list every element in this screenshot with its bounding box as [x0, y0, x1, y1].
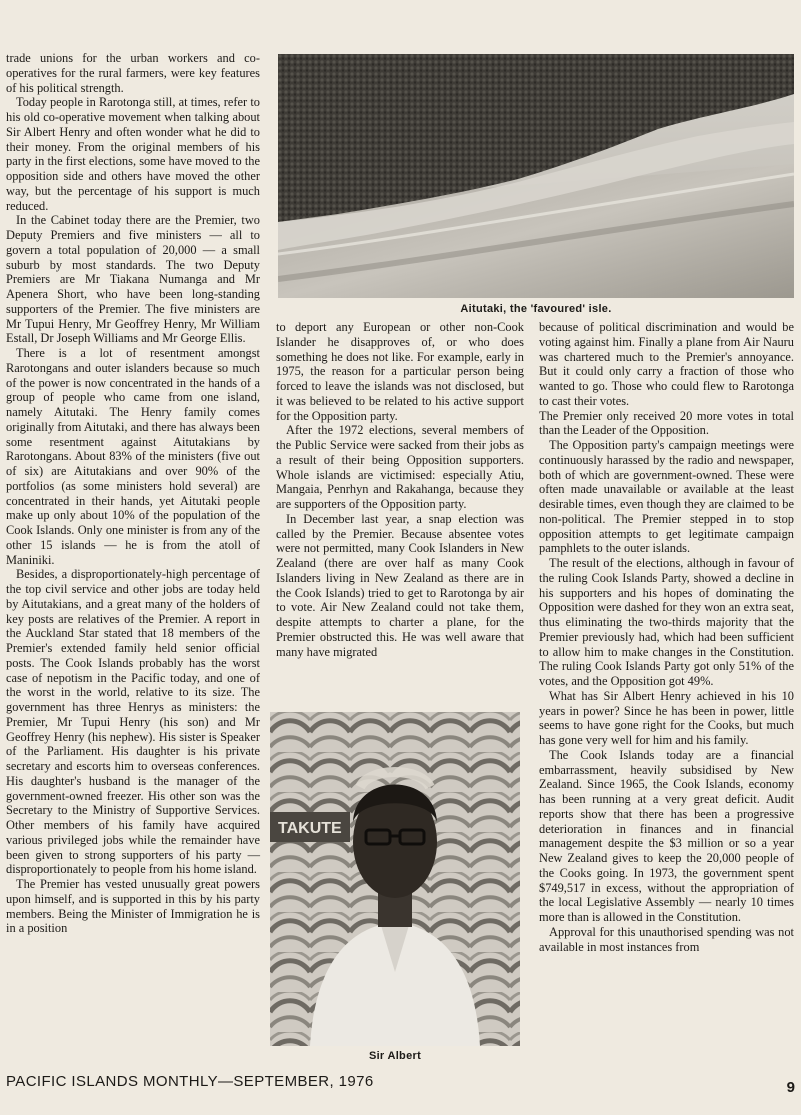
paragraph: because of political discrimination and would be voting against him. Finally a plane from Air Nauru was chartered much to the Premier's annoyance. But it could only carry a fraction of those who wanted to go. Those who could flew to Rarotonga to cast their votes.	[539, 320, 794, 408]
paragraph: In the Cabinet today there are the Premier, two Deputy Premiers and five ministers — all to govern a total population of 20,000 — a small suburb by most standards. The two Deputy Premiers are Mr Tiakana Numanga and Mr Apenera Short, who have been long-standing supporters of the Premier. The five ministers are Mr Tupui Henry, Mr Geoffrey Henry, Mr William Estall, Dr Joseph Williams and Mr George Ellis.	[6, 213, 260, 346]
paragraph: There is a lot of resentment amongst Rarotongans and outer islanders because so much of the power is now concentrated in the hands of a group of people who came from one island, namely Aitutaki. The Henry family comes originally from Aitutaki, and there has always been some resentment against Aitutakians by Rarotongans. About 83% of the ministers (five out of six) are Aitutakians and over 90% of the portfolios (as some ministers hold several) are concentrated in their hands, yet Aitutaki people make up only about 10% of the population of the Cook Islands. Only one minister is from any of the other 15 islands — he is from the atoll of Maniniki.	[6, 346, 260, 567]
paragraph: to deport any European or other non-Cook Islander he disapproves of, or who does something he does not like. For example, early in 1975, the reason for a particular person being forced to leave the islands was not disclosed, but it was believed to be related to his active support for the Opposition party.	[276, 320, 524, 423]
aerial-photo-aitutaki	[278, 54, 794, 298]
paragraph: The Cook Islands today are a financial embarrassment, heavily subsidised by New Zealand. Since 1965, the Cook Islands, economy has been running at a very great deficit. Audit reports show that there has been a progressive deterioration in finances and in financial management despite the $3 million or so a year New Zealand gives to keep the 20,000 people of the Cooks going. In 1973, the government spent $749,517 in excess, without the appropriation of the local Legislative Assembly — nearly 10 times more than is allowed in the Constitution.	[539, 747, 794, 924]
paragraph: trade unions for the urban workers and co-operatives for the rural farmers, were key features of his political strength.	[6, 51, 260, 95]
article-column-1	[6, 51, 260, 936]
article-column-3	[539, 320, 794, 954]
page-number: 9	[786, 1079, 795, 1096]
photo-caption-aerial: Aitutaki, the 'favoured' isle.	[460, 303, 612, 315]
photo-caption-portrait: Sir Albert	[368, 1050, 422, 1062]
paragraph: The Premier has vested unusually great powers upon himself, and is supported in this by his party members. Being the Minister of Immigration he is in a position	[6, 877, 260, 936]
portrait-photo-image	[270, 712, 520, 1046]
paragraph: Besides, a disproportionately-high percentage of the top civil service and other jobs are today held by Aitutakians, and a great many of the holders of key posts are relatives of the Premier. A report in the Auckland Star stated that 18 members of the Premier's extended family held senior official posts. The Cook Islands probably has the worst case of nepotism in the Pacific today, and one of the worst in the world, relative to its size. The government has three Henrys as ministers: the Premier, Mr Tupui Henry (his son) and Mr Geoffrey Henry (his nephew). His sister is Speaker of the Parliament. His daughter is his private secretary and escorts him to overseas conferences. His daughter's husband is the manager of the government-owned freezer. His other son was the Secretary to the Ministry of Supportive Services. Other members of his family have acquired various privileged jobs while the remainder have been given to strong supporters of his party — disproportionately to people from his home island.	[6, 567, 260, 877]
portrait-sign-text: TAKUTE	[278, 820, 342, 837]
portrait-photo-sir-albert	[270, 712, 520, 1046]
aerial-photo-image	[278, 54, 794, 298]
paragraph: Today people in Rarotonga still, at times, refer to his old co-operative movement when talking about Sir Albert Henry and often wonder what he did to their money. From the original members of his party in the first elections, some have moved to the opposition side and others have moved the other way, but the percentage of his support is much reduced.	[6, 95, 260, 213]
paragraph: The Opposition party's campaign meetings were continuously harassed by the radio and newspaper, both of which are government-owned. These were often made unavailable or available at the least desirable times, even though they are claimed to be non-political. The Premier stepped in to stop opposition attempts to get legitimate campaign pamphlets to the outer islands.	[539, 438, 794, 556]
article-column-2	[276, 320, 524, 659]
paragraph: Approval for this unauthorised spending was not available in most instances from	[539, 924, 794, 954]
paragraph: In December last year, a snap election was called by the Premier. Because absentee votes were not permitted, many Cook Islanders in New Zealand (there are over half as many Cook Islanders living in New Zealand as there are in the Cook Islands) tried to get to Rarotonga by air to vote. Air New Zealand could not take them, despite attempts to charter a plane, for the Premier obstructed this. He was well aware that many have migrated	[276, 511, 524, 659]
publication-footer: PACIFIC ISLANDS MONTHLY—SEPTEMBER, 1976	[6, 1073, 374, 1090]
paragraph: What has Sir Albert Henry achieved in his 10 years in power? Since he has been in power, little seems to have gone right for the Cooks, but much has gone very well for him and his family.	[539, 688, 794, 747]
paragraph: The Premier only received 20 more votes in total than the Leader of the Opposition.	[539, 408, 794, 438]
paragraph: The result of the elections, although in favour of the ruling Cook Islands Party, showed a decline in his supporters and his hopes of dominating the Opposition were dashed for they won an extra seat, thus eliminating the two-thirds majority that the Premier previously had, which had been sufficient to allow him to make changes in the Constitution. The ruling Cook Islands Party got only 51% of the votes, and the Opposition got 49%.	[539, 556, 794, 688]
paragraph: After the 1972 elections, several members of the Public Service were sacked from their jobs as a result of their being Opposition supporters. Whole islands are victimised: especially Atiu, Mangaia, Penrhyn and Rakahanga, because they are supporters of the Opposition party.	[276, 423, 524, 511]
